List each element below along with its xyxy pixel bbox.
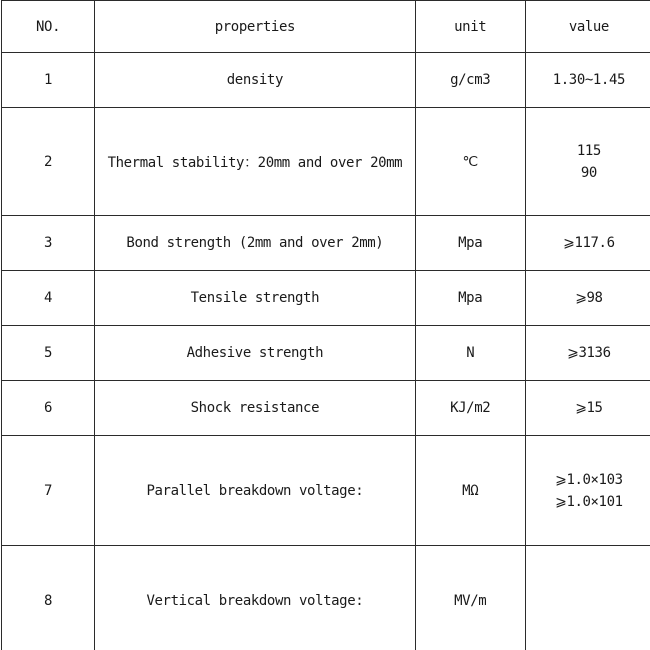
row-number: 8 (2, 546, 95, 650)
property-name: Tensile strength (95, 271, 415, 326)
value-line: 90 (580, 164, 597, 181)
property-unit: N (415, 326, 525, 381)
property-value (525, 381, 650, 436)
property-unit: g/cm3 (415, 53, 525, 108)
header-row (2, 1, 650, 53)
value-line: ⩾3136 (567, 345, 611, 361)
property-value (525, 546, 650, 650)
property-value (525, 108, 650, 216)
table-row (2, 381, 650, 436)
table-row (2, 108, 650, 216)
row-number: 2 (2, 108, 95, 216)
property-name: Bond strength (2mm and over 2mm) (95, 216, 415, 271)
row-number: 6 (2, 381, 95, 436)
property-unit: Mpa (415, 216, 525, 271)
property-value (525, 216, 650, 271)
table-row (2, 436, 650, 546)
value-line: ⩾98 (575, 290, 603, 306)
value-line: 115 (576, 142, 601, 159)
header-no: NO. (2, 1, 95, 53)
value-line: ⩾15 (575, 400, 603, 416)
value-line: ⩾117.6 (563, 235, 615, 251)
property-name: Parallel breakdown voltage: (95, 436, 415, 546)
property-name: Shock resistance (95, 381, 415, 436)
property-value (525, 436, 650, 546)
properties-table (1, 0, 650, 650)
row-number: 7 (2, 436, 95, 546)
row-number: 5 (2, 326, 95, 381)
property-value (525, 53, 650, 108)
value-line: ⩾1.0×101 (555, 493, 623, 510)
row-number: 1 (2, 53, 95, 108)
table-row (2, 216, 650, 271)
property-unit: KJ/m2 (415, 381, 525, 436)
property-value (525, 326, 650, 381)
value-line: 1.30~1.45 (552, 72, 626, 88)
value-line: ⩾1.0×103 (555, 471, 623, 488)
table-row (2, 271, 650, 326)
property-value (525, 271, 650, 326)
property-name: density (95, 53, 415, 108)
table-row (2, 546, 650, 650)
header-value: value (525, 1, 650, 53)
row-number: 4 (2, 271, 95, 326)
property-unit: MV/m (415, 546, 525, 650)
property-name: Thermal stability：20mm and over 20mm (95, 108, 415, 216)
table-row (2, 53, 650, 108)
property-unit: MΩ (415, 436, 525, 546)
table-row (2, 326, 650, 381)
row-number: 3 (2, 216, 95, 271)
property-unit: Mpa (415, 271, 525, 326)
header-properties: properties (95, 1, 415, 53)
property-name: Adhesive strength (95, 326, 415, 381)
header-unit: unit (415, 1, 525, 53)
property-unit: ℃ (415, 108, 525, 216)
property-name: Vertical breakdown voltage: (95, 546, 415, 650)
